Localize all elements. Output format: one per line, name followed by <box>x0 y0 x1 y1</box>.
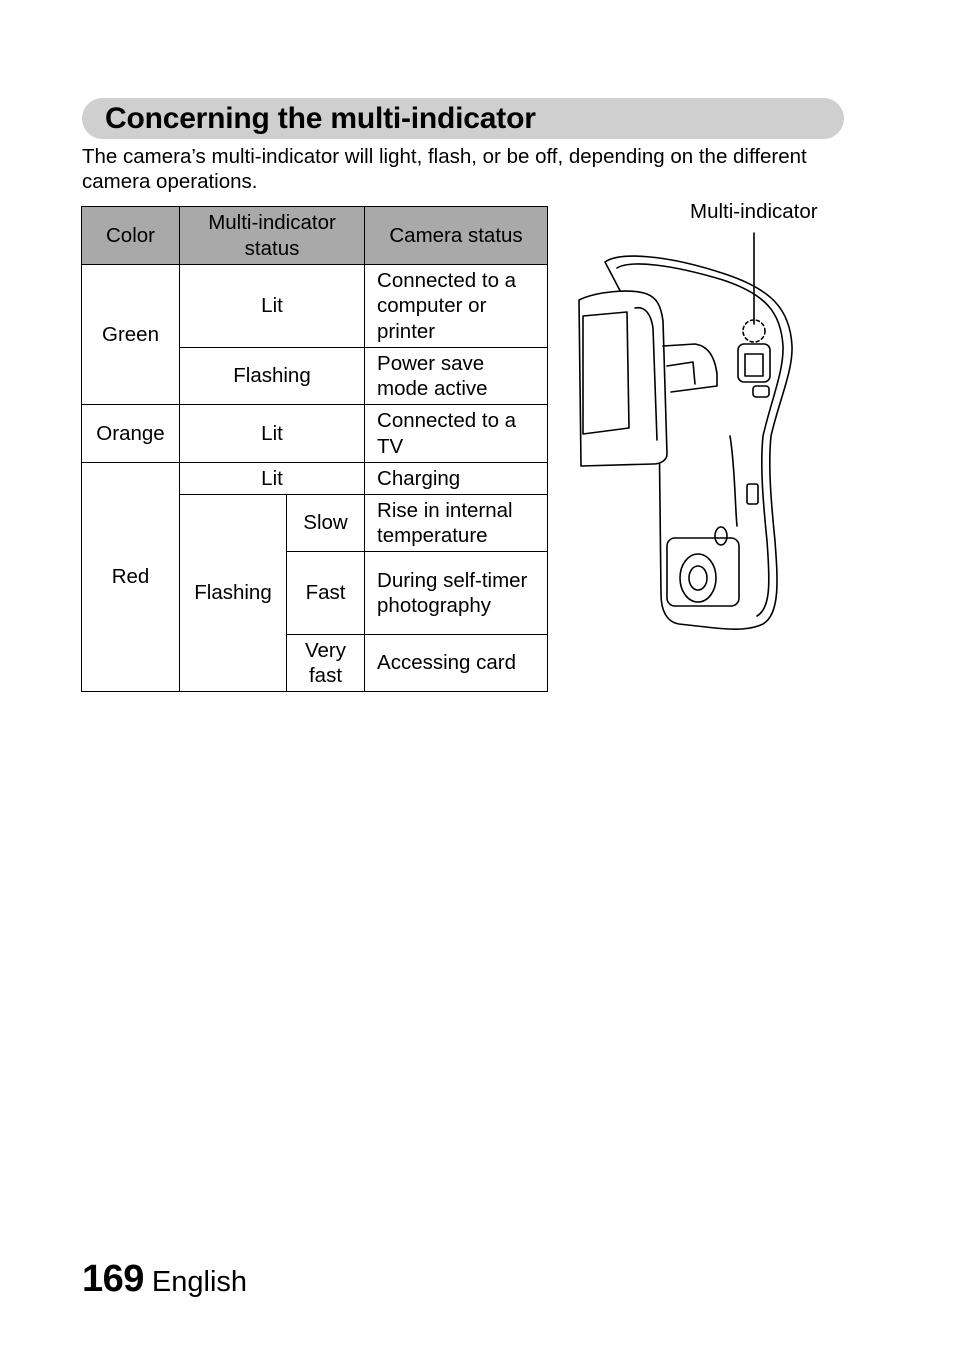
table-row <box>82 405 548 463</box>
table-header-row <box>82 207 548 265</box>
page-language: English <box>151 1266 248 1298</box>
intro-paragraph: The camera’s multi-indicator will light, flash, or be off, depending on the different camera operations. <box>82 145 807 193</box>
flash-speed-cell: Fast <box>287 552 365 635</box>
camera-status-cell: Connected to a computer or printer <box>365 265 548 348</box>
page-footer <box>82 1258 247 1304</box>
status-cell: Flashing <box>180 348 365 405</box>
table-row <box>82 265 548 348</box>
color-cell-green: Green <box>82 265 180 405</box>
header-color: Color <box>82 207 180 265</box>
table-row <box>82 463 548 495</box>
lcd-hinge <box>663 344 717 392</box>
side-switch <box>747 484 758 504</box>
header-camera-status: Camera status <box>365 207 548 265</box>
header-indicator-status: Multi-indicator status <box>180 207 365 265</box>
color-cell-orange: Orange <box>82 405 180 463</box>
flash-speed-cell: Very fast <box>287 635 365 692</box>
section-header <box>82 98 844 139</box>
camera-illustration <box>575 196 865 636</box>
camera-status-cell: Connected to a TV <box>365 405 548 463</box>
light-sensor <box>715 527 727 545</box>
status-cell: Lit <box>180 265 365 348</box>
camera-status-cell: Power save mode active <box>365 348 548 405</box>
multi-indicator-label: Multi-indicator <box>690 200 818 223</box>
lens-outer <box>680 554 716 602</box>
status-cell: Lit <box>180 463 365 495</box>
multi-indicator-table <box>81 206 548 692</box>
status-cell: Lit <box>180 405 365 463</box>
flash-speed-cell: Slow <box>287 495 365 552</box>
camera-status-cell: During self-timer photography <box>365 552 548 635</box>
camera-status-cell: Charging <box>365 463 548 495</box>
lens-bezel <box>667 538 739 606</box>
page-number: 169 <box>82 1258 144 1300</box>
status-cell: Flashing <box>180 495 287 692</box>
lcd-panel <box>579 291 667 466</box>
lens-inner <box>689 566 707 590</box>
color-cell-red: Red <box>82 463 180 692</box>
section-title: Concerning the multi-indicator <box>105 102 536 135</box>
zoom-switch <box>753 386 769 397</box>
camera-status-cell: Accessing card <box>365 635 548 692</box>
camera-status-cell: Rise in internal temperature <box>365 495 548 552</box>
